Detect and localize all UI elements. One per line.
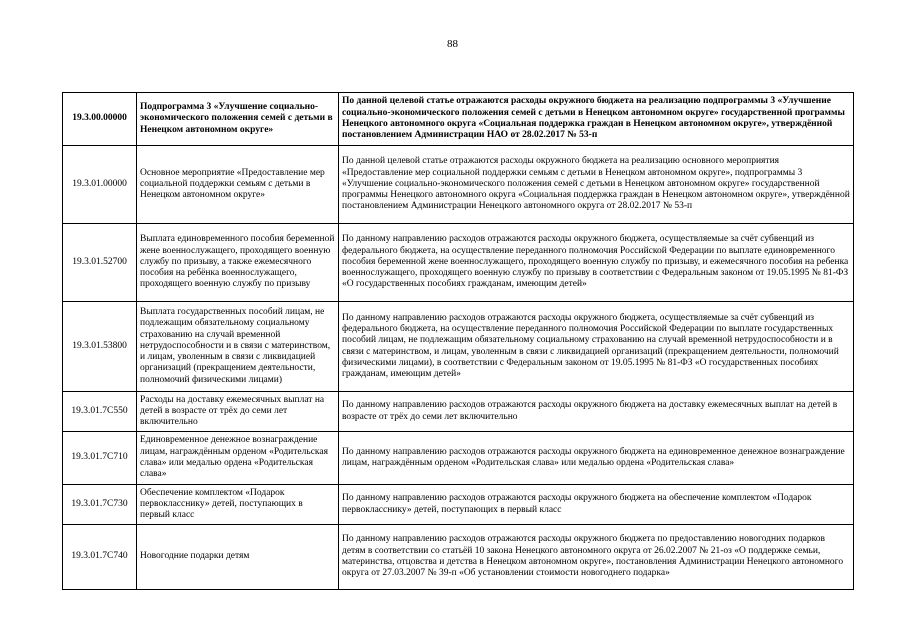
description-cell: По данному направлению расходов отражаются расходы окружного бюджета на доставку ежемесячных выплат на детей в возрасте от трёх до семи лет включительно	[339, 392, 854, 432]
table-row	[63, 302, 854, 392]
name-cell: Выплата единовременного пособия беременной жене военнослужащего, проходящего военную службу по призыву, а также ежемесячного пособия на ребёнка военнослужащего, проходящего военную службу по призыву	[137, 224, 339, 302]
name-cell: Основное мероприятие «Предоставление мер социальной поддержки семьям с детьми в Ненецком автономном округе»	[137, 146, 339, 224]
description-cell: По данному направлению расходов отражаются расходы окружного бюджета на обеспечение комплектом «Подарок первокласснику» детей, поступающих в первый класс	[339, 485, 854, 525]
description-cell: По данному направлению расходов отражаются расходы окружного бюджета, осуществляемые за счёт субвенций из федерального бюджета, на осуществление переданного полномочия Российской Федерации по выплате государственных пособий лицам, не подлежащим обязательному социальному страхованию на случай временной нетрудоспособности и в связи с материнством, и лицам, уволенным в связи с ликвидацией организаций (прекращением деятельности, полномочий физическими лицами), в соответствии с Федеральным законом от 19.05.1995 № 81-ФЗ «О государственных пособиях гражданам, имеющим детей»	[339, 302, 854, 392]
page-number: 88	[447, 38, 458, 50]
code-cell: 19.3.01.52700	[63, 224, 137, 302]
code-cell: 19.3.01.7С710	[63, 432, 137, 485]
name-cell: Обеспечение комплектом «Подарок первокласснику» детей, поступающих в первый класс	[137, 485, 339, 525]
description-cell: По данному направлению расходов отражаются расходы окружного бюджета на единовременное денежное вознаграждение лицам, награждённым орденом «Родительская слава» или медалью ордена «Родительская слава»	[339, 432, 854, 485]
table-row	[63, 432, 854, 485]
code-cell: 19.3.01.7С550	[63, 392, 137, 432]
code-cell: 19.3.01.00000	[63, 146, 137, 224]
code-cell: 19.3.01.7С740	[63, 525, 137, 590]
table-row	[63, 146, 854, 224]
description-cell: По данной целевой статье отражаются расходы окружного бюджета на реализацию основного мероприятия «Предоставление мер социальной поддержки семьям с детьми в Ненецком автономном округе», подпрограммы 3 «Улучшение социально-экономического положения семей с детьми в Ненецком автономном округе» государственной программы Ненецкого автономного округа «Социальная поддержка граждан в Ненецком автономном округе», утверждённой постановлением Администрации Ненецкого автономного округа от 28.02.2017 № 53-п	[339, 146, 854, 224]
description-cell: По данному направлению расходов отражаются расходы окружного бюджета по предоставлению новогодних подарков детям в соответствии со статьёй 10 закона Ненецкого автономного округа от 26.02.2007 № 21-оз «О поддержке семьи, материнства, отцовства и детства в Ненецком автономном округе», постановления Администрации Ненецкого автономного округа от 27.03.2007 № 39-п «Об установлении стоимости новогоднего подарка»	[339, 525, 854, 590]
table-row	[63, 392, 854, 432]
name-cell: Подпрограмма 3 «Улучшение социально-экономического положения семей с детьми в Ненецком автономном округе»	[137, 93, 339, 146]
table-row	[63, 485, 854, 525]
description-cell: По данной целевой статье отражаются расходы окружного бюджета на реализацию подпрограммы 3 «Улучшение социально-экономического положения семей с детьми в Ненецком автономном округе» государственной программы Ненецкого автономного округа «Социальная поддержка граждан в Ненецком автономном округе», утверждённой постановлением Администрации НАО от 28.02.2017 № 53-п	[339, 93, 854, 146]
name-cell: Расходы на доставку ежемесячных выплат на детей в возрасте от трёх до семи лет включительно	[137, 392, 339, 432]
table-row	[63, 93, 854, 146]
table-row	[63, 525, 854, 590]
budget-classification-table	[62, 92, 854, 590]
code-cell: 19.3.01.53800	[63, 302, 137, 392]
name-cell: Выплата государственных пособий лицам, не подлежащим обязательному социальному страхованию на случай временной нетрудоспособности и в связи с материнством, и лицам, уволенным в связи с ликвидацией организаций (прекращением деятельности, полномочий физическими лицами)	[137, 302, 339, 392]
code-cell: 19.3.00.00000	[63, 93, 137, 146]
table-body	[63, 93, 854, 590]
code-cell: 19.3.01.7С730	[63, 485, 137, 525]
name-cell: Новогодние подарки детям	[137, 525, 339, 590]
description-cell: По данному направлению расходов отражаются расходы окружного бюджета, осуществляемые за счёт субвенций из федерального бюджета, на осуществление переданного полномочия Российской Федерации по выплате единовременного пособия беременной жене военнослужащего, проходящего военную службу по призыву, и ежемесячного пособия на ребенка военнослужащего, проходящего военную службу по призыву в соответствии с Федеральным законом от 19.05.1995 № 81-ФЗ «О государственных пособиях гражданам, имеющим детей»	[339, 224, 854, 302]
name-cell: Единовременное денежное вознаграждение лицам, награждённым орденом «Родительская слава» или медалью ордена «Родительская слава»	[137, 432, 339, 485]
table-row	[63, 224, 854, 302]
